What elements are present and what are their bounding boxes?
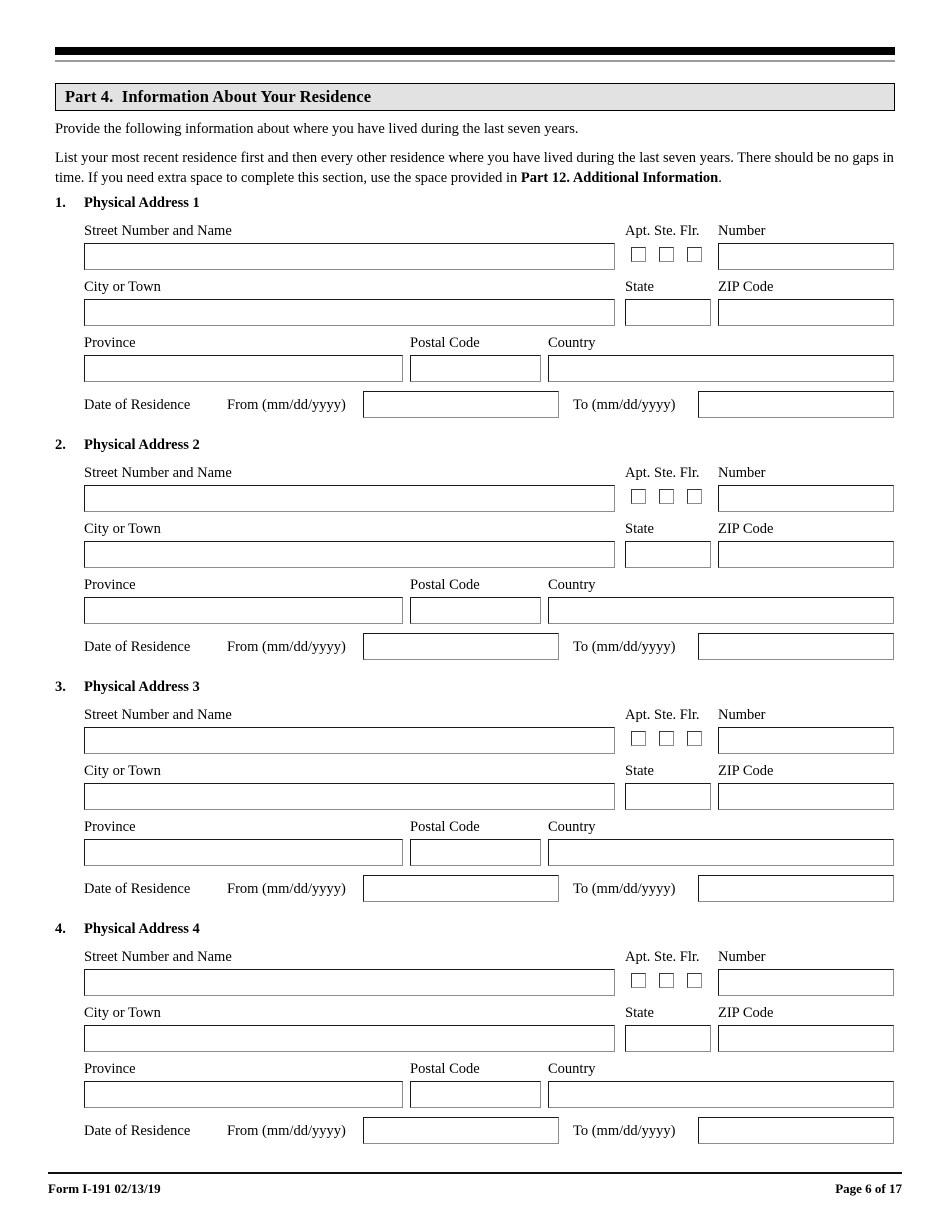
number-label: Number xyxy=(718,949,766,965)
zip-input[interactable] xyxy=(718,299,894,326)
ste-checkbox[interactable] xyxy=(659,247,674,262)
street-input[interactable] xyxy=(84,969,615,996)
zip-label: ZIP Code xyxy=(718,763,774,779)
city-input[interactable] xyxy=(84,299,615,326)
street-label: Street Number and Name xyxy=(84,223,232,239)
flr-checkbox[interactable] xyxy=(687,489,702,504)
intro-paragraph-1: Provide the following information about where you have lived during the last seven years. xyxy=(55,121,579,137)
city-input[interactable] xyxy=(84,1025,615,1052)
postal-code-label: Postal Code xyxy=(410,577,480,593)
intro-text-c: . xyxy=(718,170,722,186)
postal-code-input[interactable] xyxy=(410,839,541,866)
address-item-title: Physical Address 2 xyxy=(84,437,200,453)
postal-code-input[interactable] xyxy=(410,355,541,382)
province-label: Province xyxy=(84,819,136,835)
city-label: City or Town xyxy=(84,763,161,779)
from-date-label: From (mm/dd/yyyy) xyxy=(227,1123,346,1139)
from-date-input[interactable] xyxy=(363,633,559,660)
footer-rule xyxy=(48,1172,902,1174)
state-input[interactable] xyxy=(625,541,711,568)
country-label: Country xyxy=(548,819,596,835)
top-rule-thin xyxy=(55,60,895,62)
date-of-residence-label: Date of Residence xyxy=(84,639,191,655)
country-label: Country xyxy=(548,335,596,351)
country-input[interactable] xyxy=(548,355,894,382)
postal-code-label: Postal Code xyxy=(410,819,480,835)
to-date-input[interactable] xyxy=(698,633,894,660)
flr-checkbox[interactable] xyxy=(687,973,702,988)
state-input[interactable] xyxy=(625,299,711,326)
postal-code-label: Postal Code xyxy=(410,335,480,351)
province-label: Province xyxy=(84,1061,136,1077)
country-label: Country xyxy=(548,577,596,593)
country-input[interactable] xyxy=(548,597,894,624)
province-input[interactable] xyxy=(84,1081,403,1108)
city-label: City or Town xyxy=(84,279,161,295)
province-input[interactable] xyxy=(84,839,403,866)
apt-ste-flr-label: Apt. Ste. Flr. xyxy=(625,949,700,965)
province-label: Province xyxy=(84,335,136,351)
apt-ste-flr-label: Apt. Ste. Flr. xyxy=(625,223,700,239)
from-date-label: From (mm/dd/yyyy) xyxy=(227,639,346,655)
province-label: Province xyxy=(84,577,136,593)
zip-label: ZIP Code xyxy=(718,521,774,537)
zip-input[interactable] xyxy=(718,541,894,568)
to-date-label: To (mm/dd/yyyy) xyxy=(573,397,676,413)
number-input[interactable] xyxy=(718,243,894,270)
city-label: City or Town xyxy=(84,1005,161,1021)
intro-part12-reference: Part 12. Additional Information xyxy=(520,170,719,186)
footer-page-number: Page 6 of 17 xyxy=(835,1181,902,1196)
country-input[interactable] xyxy=(548,839,894,866)
country-input[interactable] xyxy=(548,1081,894,1108)
from-date-input[interactable] xyxy=(363,1117,559,1144)
number-input[interactable] xyxy=(718,485,894,512)
address-item-number: 3. xyxy=(55,679,66,695)
part-header-bar xyxy=(55,83,895,111)
to-date-label: To (mm/dd/yyyy) xyxy=(573,1123,676,1139)
apt-checkbox[interactable] xyxy=(631,731,646,746)
address-item-title: Physical Address 3 xyxy=(84,679,200,695)
to-date-input[interactable] xyxy=(698,875,894,902)
to-date-input[interactable] xyxy=(698,391,894,418)
street-label: Street Number and Name xyxy=(84,707,232,723)
street-label: Street Number and Name xyxy=(84,465,232,481)
from-date-label: From (mm/dd/yyyy) xyxy=(227,397,346,413)
apt-checkbox[interactable] xyxy=(631,489,646,504)
ste-checkbox[interactable] xyxy=(659,489,674,504)
address-item-number: 1. xyxy=(55,195,66,211)
province-input[interactable] xyxy=(84,355,403,382)
city-input[interactable] xyxy=(84,541,615,568)
state-label: State xyxy=(625,1005,654,1021)
province-input[interactable] xyxy=(84,597,403,624)
date-of-residence-label: Date of Residence xyxy=(84,397,191,413)
zip-input[interactable] xyxy=(718,783,894,810)
state-input[interactable] xyxy=(625,1025,711,1052)
postal-code-label: Postal Code xyxy=(410,1061,480,1077)
address-item-number: 4. xyxy=(55,921,66,937)
apt-ste-flr-label: Apt. Ste. Flr. xyxy=(625,465,700,481)
to-date-input[interactable] xyxy=(698,1117,894,1144)
postal-code-input[interactable] xyxy=(410,597,541,624)
street-input[interactable] xyxy=(84,485,615,512)
from-date-input[interactable] xyxy=(363,391,559,418)
street-input[interactable] xyxy=(84,727,615,754)
state-label: State xyxy=(625,521,654,537)
address-item-title: Physical Address 4 xyxy=(84,921,200,937)
footer-form-id: Form I-191 02/13/19 xyxy=(48,1181,161,1196)
number-input[interactable] xyxy=(718,969,894,996)
intro-paragraph-2 xyxy=(55,148,900,188)
flr-checkbox[interactable] xyxy=(687,731,702,746)
apt-ste-flr-label: Apt. Ste. Flr. xyxy=(625,707,700,723)
city-input[interactable] xyxy=(84,783,615,810)
city-label: City or Town xyxy=(84,521,161,537)
street-label: Street Number and Name xyxy=(84,949,232,965)
ste-checkbox[interactable] xyxy=(659,731,674,746)
top-rule-thick xyxy=(55,47,895,55)
number-label: Number xyxy=(718,223,766,239)
state-label: State xyxy=(625,279,654,295)
flr-checkbox[interactable] xyxy=(687,247,702,262)
address-item-title: Physical Address 1 xyxy=(84,195,200,211)
ste-checkbox[interactable] xyxy=(659,973,674,988)
zip-label: ZIP Code xyxy=(718,279,774,295)
address-item-number: 2. xyxy=(55,437,66,453)
street-input[interactable] xyxy=(84,243,615,270)
country-label: Country xyxy=(548,1061,596,1077)
postal-code-input[interactable] xyxy=(410,1081,541,1108)
date-of-residence-label: Date of Residence xyxy=(84,1123,191,1139)
state-input[interactable] xyxy=(625,783,711,810)
part-header-title: Part 4. Information About Your Residence xyxy=(65,87,372,106)
to-date-label: To (mm/dd/yyyy) xyxy=(573,881,676,897)
number-label: Number xyxy=(718,465,766,481)
zip-input[interactable] xyxy=(718,1025,894,1052)
date-of-residence-label: Date of Residence xyxy=(84,881,191,897)
from-date-input[interactable] xyxy=(363,875,559,902)
number-input[interactable] xyxy=(718,727,894,754)
intro-text-a: List your most recent residence first and then every other residence where you have lived during the last seven years. There should be no gaps in time. If you need extra space to complete this section, use the space provided in xyxy=(55,150,894,186)
zip-label: ZIP Code xyxy=(718,1005,774,1021)
apt-checkbox[interactable] xyxy=(631,973,646,988)
number-label: Number xyxy=(718,707,766,723)
from-date-label: From (mm/dd/yyyy) xyxy=(227,881,346,897)
apt-checkbox[interactable] xyxy=(631,247,646,262)
to-date-label: To (mm/dd/yyyy) xyxy=(573,639,676,655)
state-label: State xyxy=(625,763,654,779)
